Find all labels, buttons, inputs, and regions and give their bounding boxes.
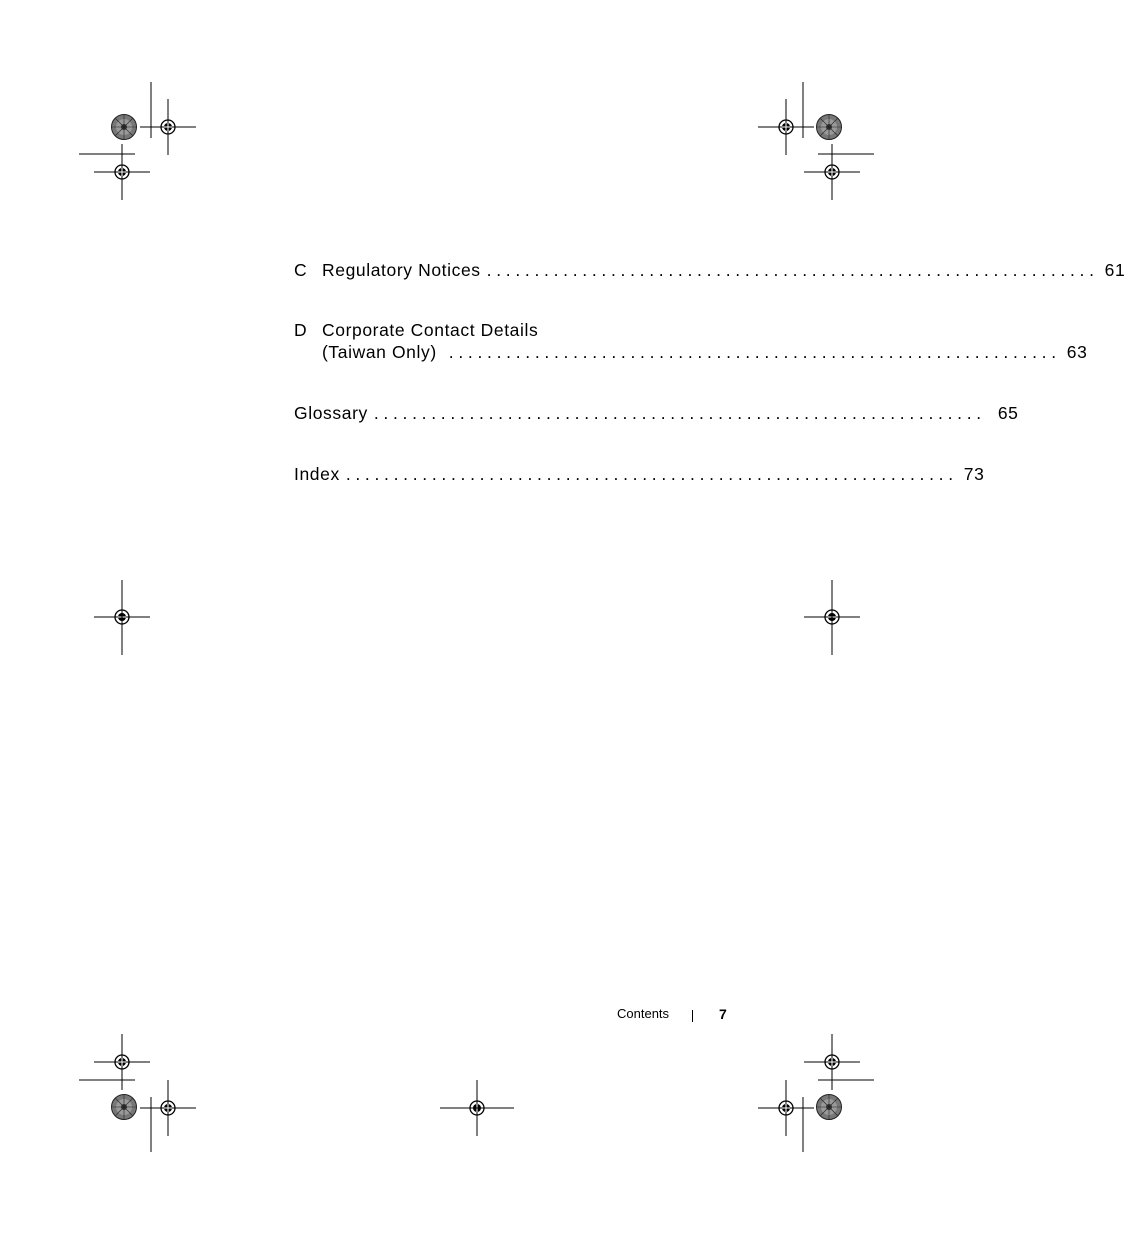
- dot-leader: ................................................................: [345, 464, 958, 484]
- crosshair-mark: [94, 1034, 150, 1090]
- registration-starburst-top-left: [112, 115, 137, 140]
- crosshair-mark: [758, 99, 814, 155]
- registration-starburst-bottom-right: [817, 1095, 842, 1120]
- registration-starburst-top-right: [817, 115, 842, 140]
- crosshair-mark: [804, 144, 860, 200]
- toc-row: [294, 259, 1125, 281]
- footer-separator: [692, 1010, 693, 1022]
- toc-row: [294, 463, 985, 485]
- crosshair-mark: [758, 1080, 814, 1136]
- toc-appendix-letter: C: [294, 260, 308, 280]
- toc-entry-title: Corporate Contact Details: [322, 320, 539, 340]
- toc-page-number: 65: [997, 403, 1019, 423]
- dot-leader: ................................................................: [486, 260, 1099, 280]
- toc-entry-regulatory-notices[interactable]: [294, 259, 1125, 281]
- toc-entry-corporate-contact-details[interactable]: [294, 319, 1088, 363]
- toc-page-number: 61: [1104, 260, 1125, 280]
- toc-entry-title-continued: (Taiwan Only): [322, 342, 437, 362]
- toc-entry-title: Glossary: [294, 403, 368, 423]
- dot-leader: ................................................................: [448, 342, 1061, 362]
- toc-row: [294, 402, 1019, 424]
- toc-entry-index[interactable]: [294, 463, 985, 485]
- dot-leader: ................................................................: [373, 403, 986, 423]
- crosshair-mark: [804, 1034, 860, 1090]
- toc-entry-glossary[interactable]: [294, 402, 1019, 424]
- toc-row: [294, 341, 1088, 363]
- toc-entry-title: Index: [294, 464, 340, 484]
- toc-entry-title: Regulatory Notices: [322, 260, 481, 280]
- toc-page-number: 73: [963, 464, 985, 484]
- footer-page-number: 7: [719, 1006, 727, 1022]
- toc-page-number: 63: [1066, 342, 1088, 362]
- crosshair-mark: [140, 99, 196, 155]
- footer-section-label: Contents: [617, 1006, 670, 1021]
- crosshair-mark: [140, 1080, 196, 1136]
- registration-starburst-bottom-left: [112, 1095, 137, 1120]
- toc-appendix-letter: D: [294, 320, 308, 340]
- crosshair-mark: [94, 144, 150, 200]
- toc-row: [294, 319, 688, 341]
